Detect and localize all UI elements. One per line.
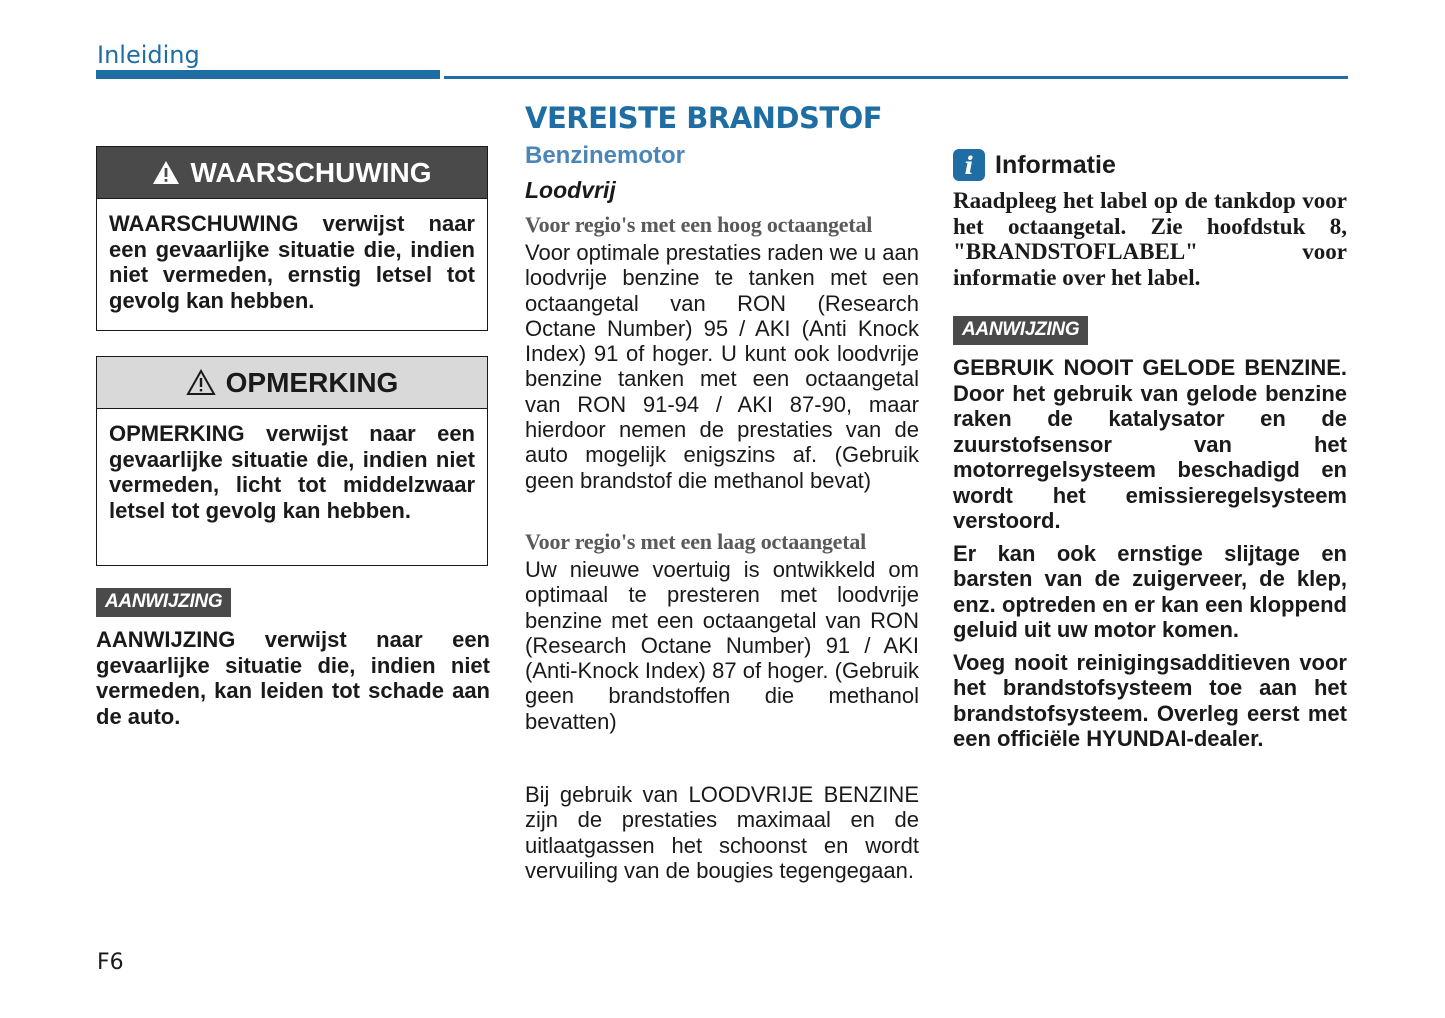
subtitle-petrol-engine: Benzinemotor — [525, 142, 686, 169]
caution-heading: OPMERKING — [225, 366, 399, 398]
info-label: Informatie — [995, 150, 1116, 179]
warning-text: WAARSCHUWING verwijst naar een gevaarlijke situatie die, indien niet vermeden, ernstig letsel tot gevolg kan hebben. — [109, 211, 475, 313]
info-icon: i — [953, 149, 985, 181]
info-text: Raadpleeg het label op de tankdop voor het octaangetal. Zie hoofdstuk 8, "BRANDSTOFLABEL" voor informatie over het label. — [953, 188, 1347, 290]
notice-text: AANWIJZING verwijst naar een gevaarlijke situatie die, indien niet vermeden, kan leiden tot schade aan de auto. — [96, 627, 490, 729]
low-octane-heading: Voor regio's met een laag octaangetal — [525, 528, 867, 554]
high-octane-heading: Voor regio's met een hoog octaangetal — [525, 212, 873, 237]
header-rule-thin — [444, 76, 1348, 79]
additives-text: Voeg nooit reinigingsadditieven voor het brandstofsysteem toe aan het brandstofsysteem. Overleg eerst met een officiële HYUNDAI-dealer. — [953, 649, 1347, 751]
engine-damage-text: Er kan ook ernstige slijtage en barsten van de zuigerveer, de klep, enz. optreden en er kan een kloppend geluid uit uw motor komen. — [953, 540, 1347, 642]
warning-header — [97, 147, 487, 199]
middle-column — [525, 100, 919, 883]
section-title: VEREISTE BRANDSTOF — [525, 101, 883, 135]
leaded-fuel-warning: GEBRUIK NOOIT GELODE BENZINE. Door het gebruik van gelode benzine raken de katalysator en de zuurstofsensor van het motorregelsysteem beschadigd en wordt het emissieregelsysteem verstoord. — [953, 355, 1347, 533]
right-column — [953, 146, 1347, 752]
header-rule-thick — [96, 70, 440, 79]
warning-box — [96, 146, 488, 331]
subtitle-unleaded: Loodvrij — [525, 177, 616, 203]
notice-badge: AANWIJZING — [96, 588, 231, 617]
info-header — [953, 146, 1347, 184]
caution-text: OPMERKING verwijst naar een gevaarlijke situatie die, indien niet vermeden, licht tot middelzwaar letsel tot gevolg kan hebben. — [109, 421, 475, 523]
low-octane-text: Uw nieuwe voertuig is ontwikkeld om optimaal te presteren met loodvrije benzine met een octaangetal van RON (Research Octane Number) 91 / AKI (Anti-Knock Index) 87 of hoger. (Gebruik geen brandstoffen die methanol bevatten) — [525, 556, 919, 734]
caution-header — [97, 357, 487, 409]
notice-badge-right: AANWIJZING — [953, 316, 1088, 345]
high-octane-text: Voor optimale prestaties raden we u aan loodvrije benzine te tanken met een octaangetal van RON (Research Octane Number) 95 / AKI (Anti Knock Index) 91 of hoger. U kunt ook loodvrije benzine tanken met een octaangetal van RON 91-94 / AKI 87-90, maar hierdoor nemen de prestaties van de auto mogelijk enigszins af. (Gebruik geen brandstof die methanol bevat) — [525, 240, 919, 493]
unleaded-benefit-text: Bij gebruik van LOODVRIJE BENZINE zijn de prestaties maximaal en de uitlaatgassen het schoonst en wordt vervuiling van de bougies tegengegaan. — [525, 782, 919, 883]
left-column — [96, 146, 490, 729]
caution-triangle-icon — [186, 369, 216, 396]
warning-heading: WAARSCHUWING — [190, 156, 432, 188]
page-number: F6 — [97, 950, 124, 975]
caution-box — [96, 356, 488, 566]
section-header: Inleiding — [97, 41, 200, 69]
warning-triangle-icon — [152, 160, 180, 185]
